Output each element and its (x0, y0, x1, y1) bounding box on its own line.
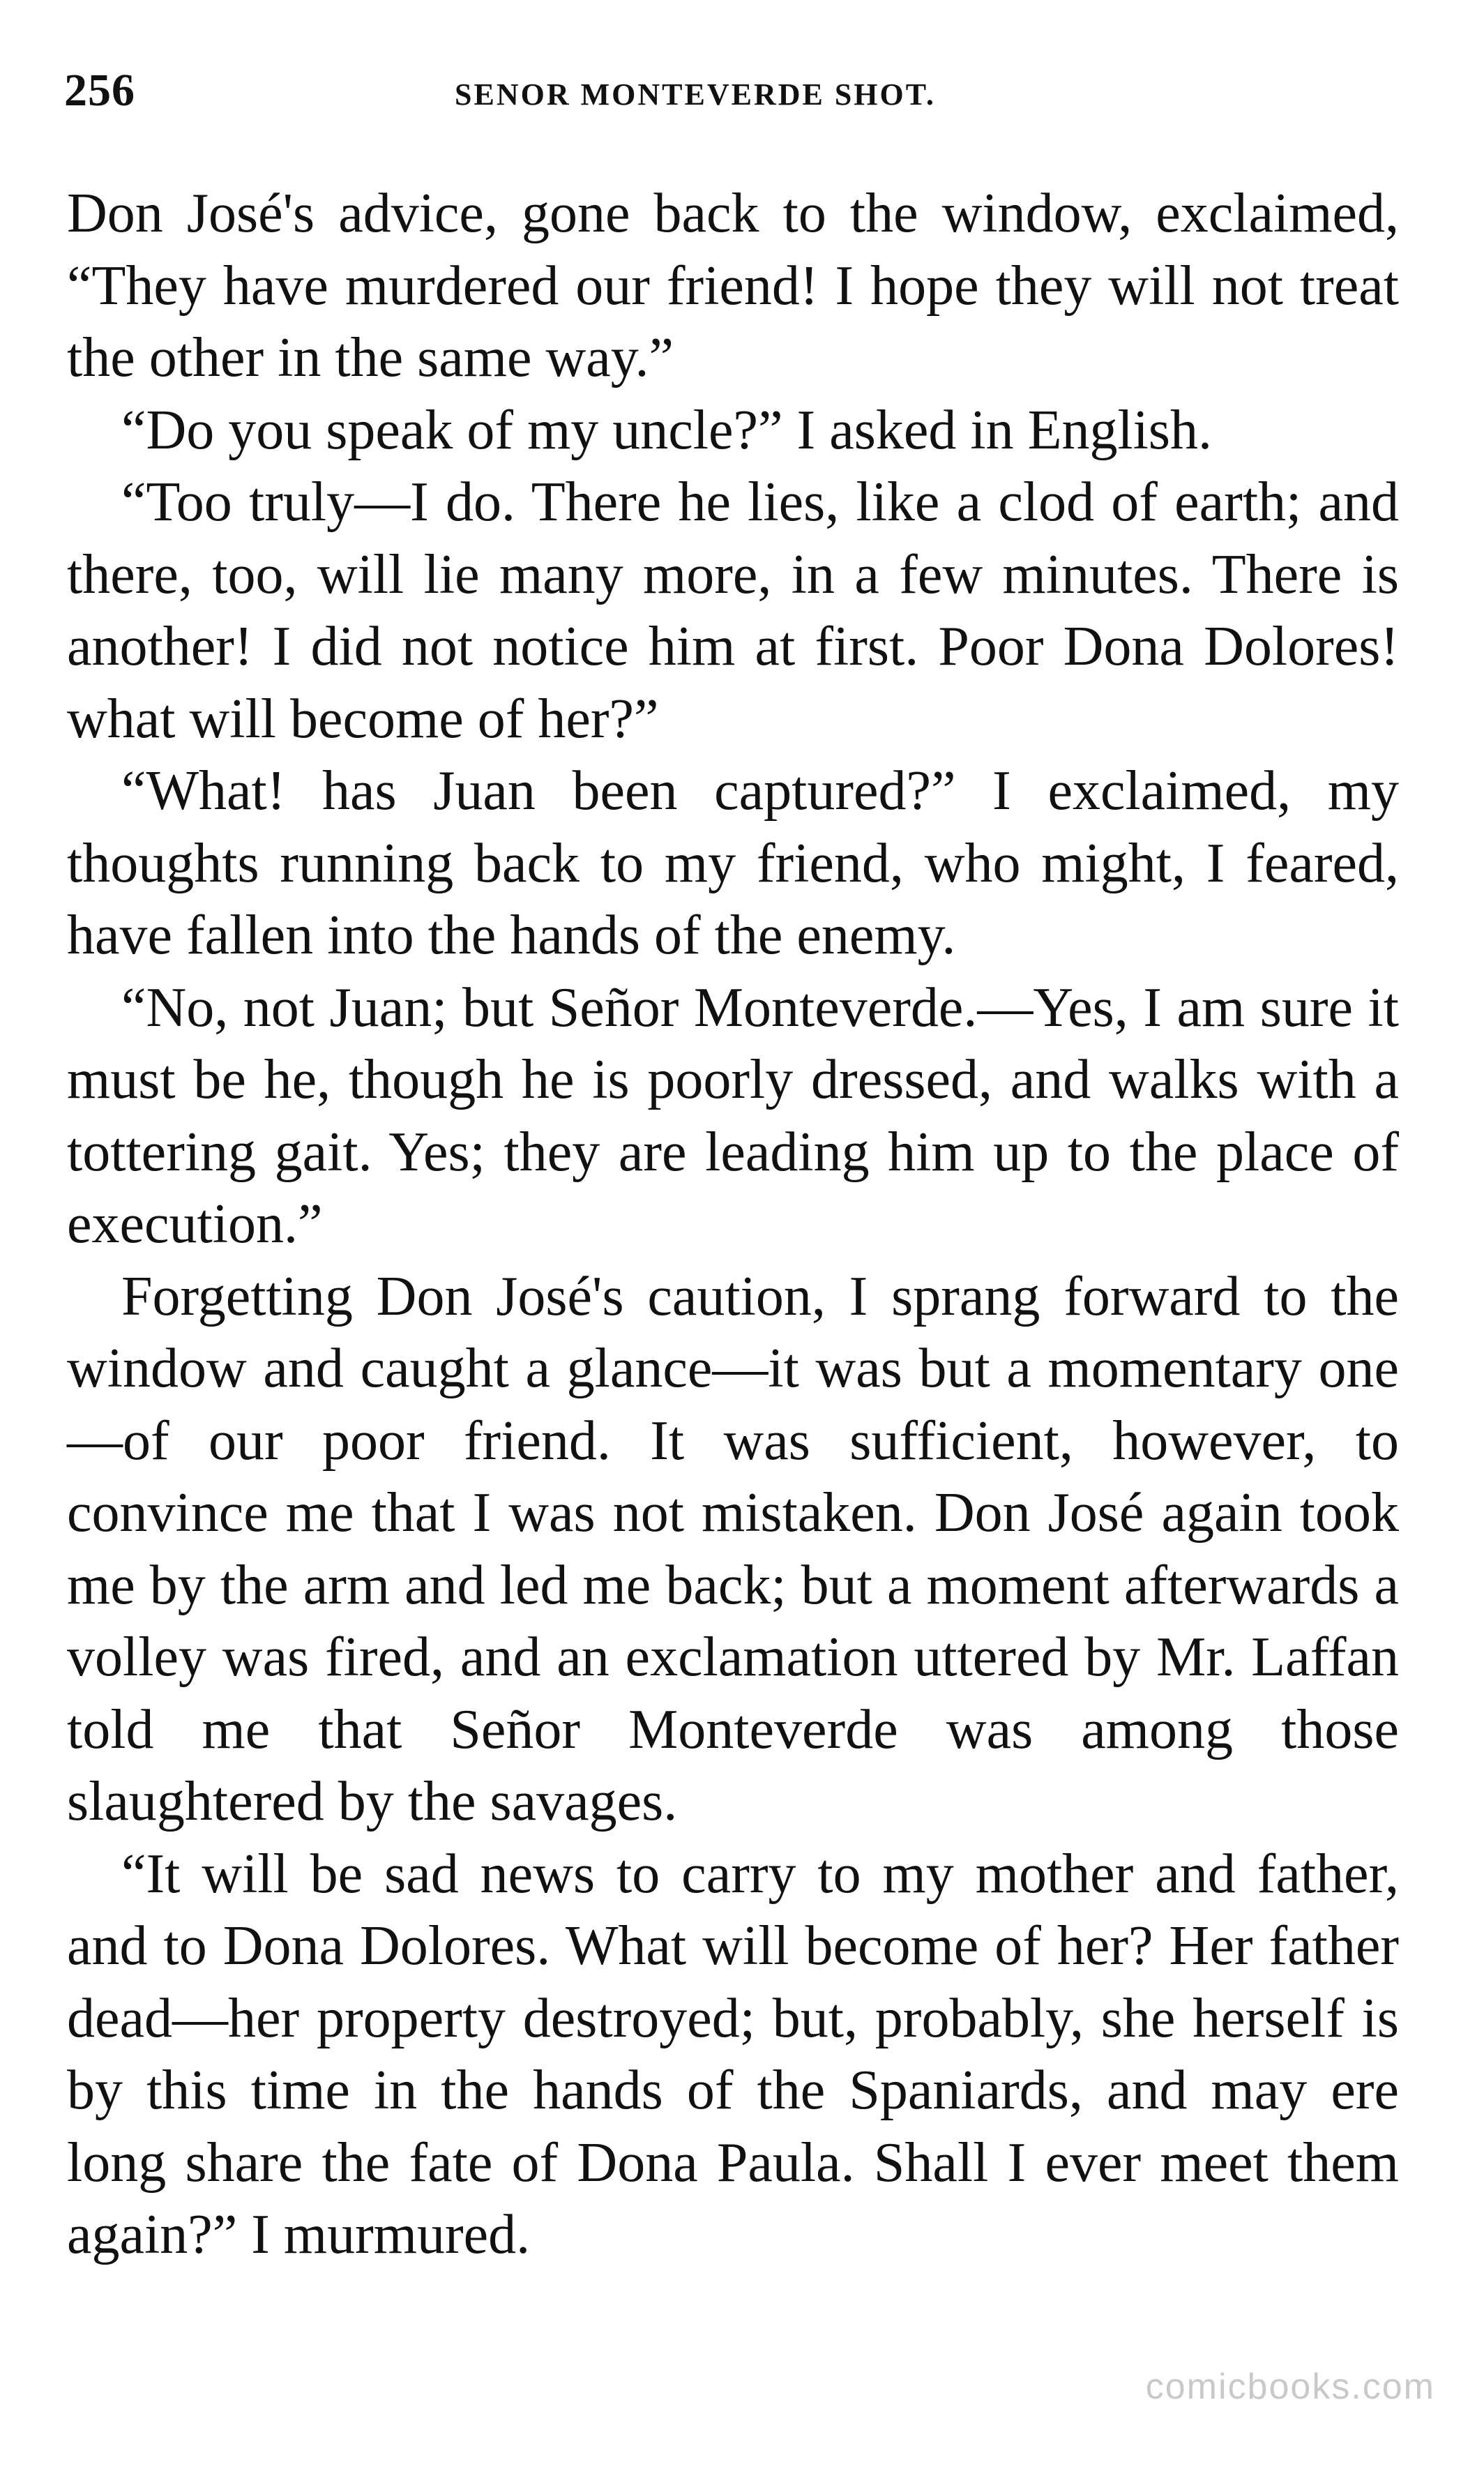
watermark: comicbooks.com (1145, 2367, 1435, 2407)
body-text (67, 178, 1399, 2272)
running-head (64, 64, 1407, 120)
paragraph: Forgetting Don José's caution, I sprang forward to the window and caught a glance—it was but a momentary one—of our poor friend. It was sufficient, however, to convince me that I was not mistaken. Don José again took me by the arm and led me back; but a moment afterwards a volley was fired, and an exclamation uttered by Mr. Laffan told me that Señor Monteverde was among those slaughtered by the savages. (67, 1265, 1399, 1832)
paragraph: “No, not Juan; but Señor Monteverde.—Yes, I am sure it must be he, though he is poorly dressed, and walks with a tottering gait. Yes; they are leading him up to the place of execution.” (67, 976, 1399, 1255)
paragraph: “It will be sad news to carry to my mother and father, and to Dona Dolores. What will become of her? Her father dead—her property destroyed; but, probably, she herself is by this time in the hands of the Spaniards, and may ere long share the fate of Dona Paula. Shall I ever meet them again?” I murmured. (67, 1843, 1399, 2265)
paragraph: “Do you speak of my uncle?” I asked in English. (121, 399, 1213, 461)
paragraph-continuation: Don José's advice, gone back to the window, exclaimed, “They have murdered our friend! I hope they will not treat the other in the same way.” (67, 183, 1399, 388)
paragraph: “Too truly—I do. There he lies, like a clod of earth; and there, too, will lie many more, in a few minutes. There is another! I did not notice him at first. Poor Dona Dolores! what will become of her?” (67, 471, 1399, 750)
paragraph: “What! has Juan been captured?” I exclaimed, my thoughts running back to my friend, who might, I feared, have fallen into the hands of the enemy. (67, 760, 1399, 966)
running-title: SENOR MONTEVERDE SHOT. (455, 77, 936, 112)
page-number: 256 (64, 65, 135, 116)
